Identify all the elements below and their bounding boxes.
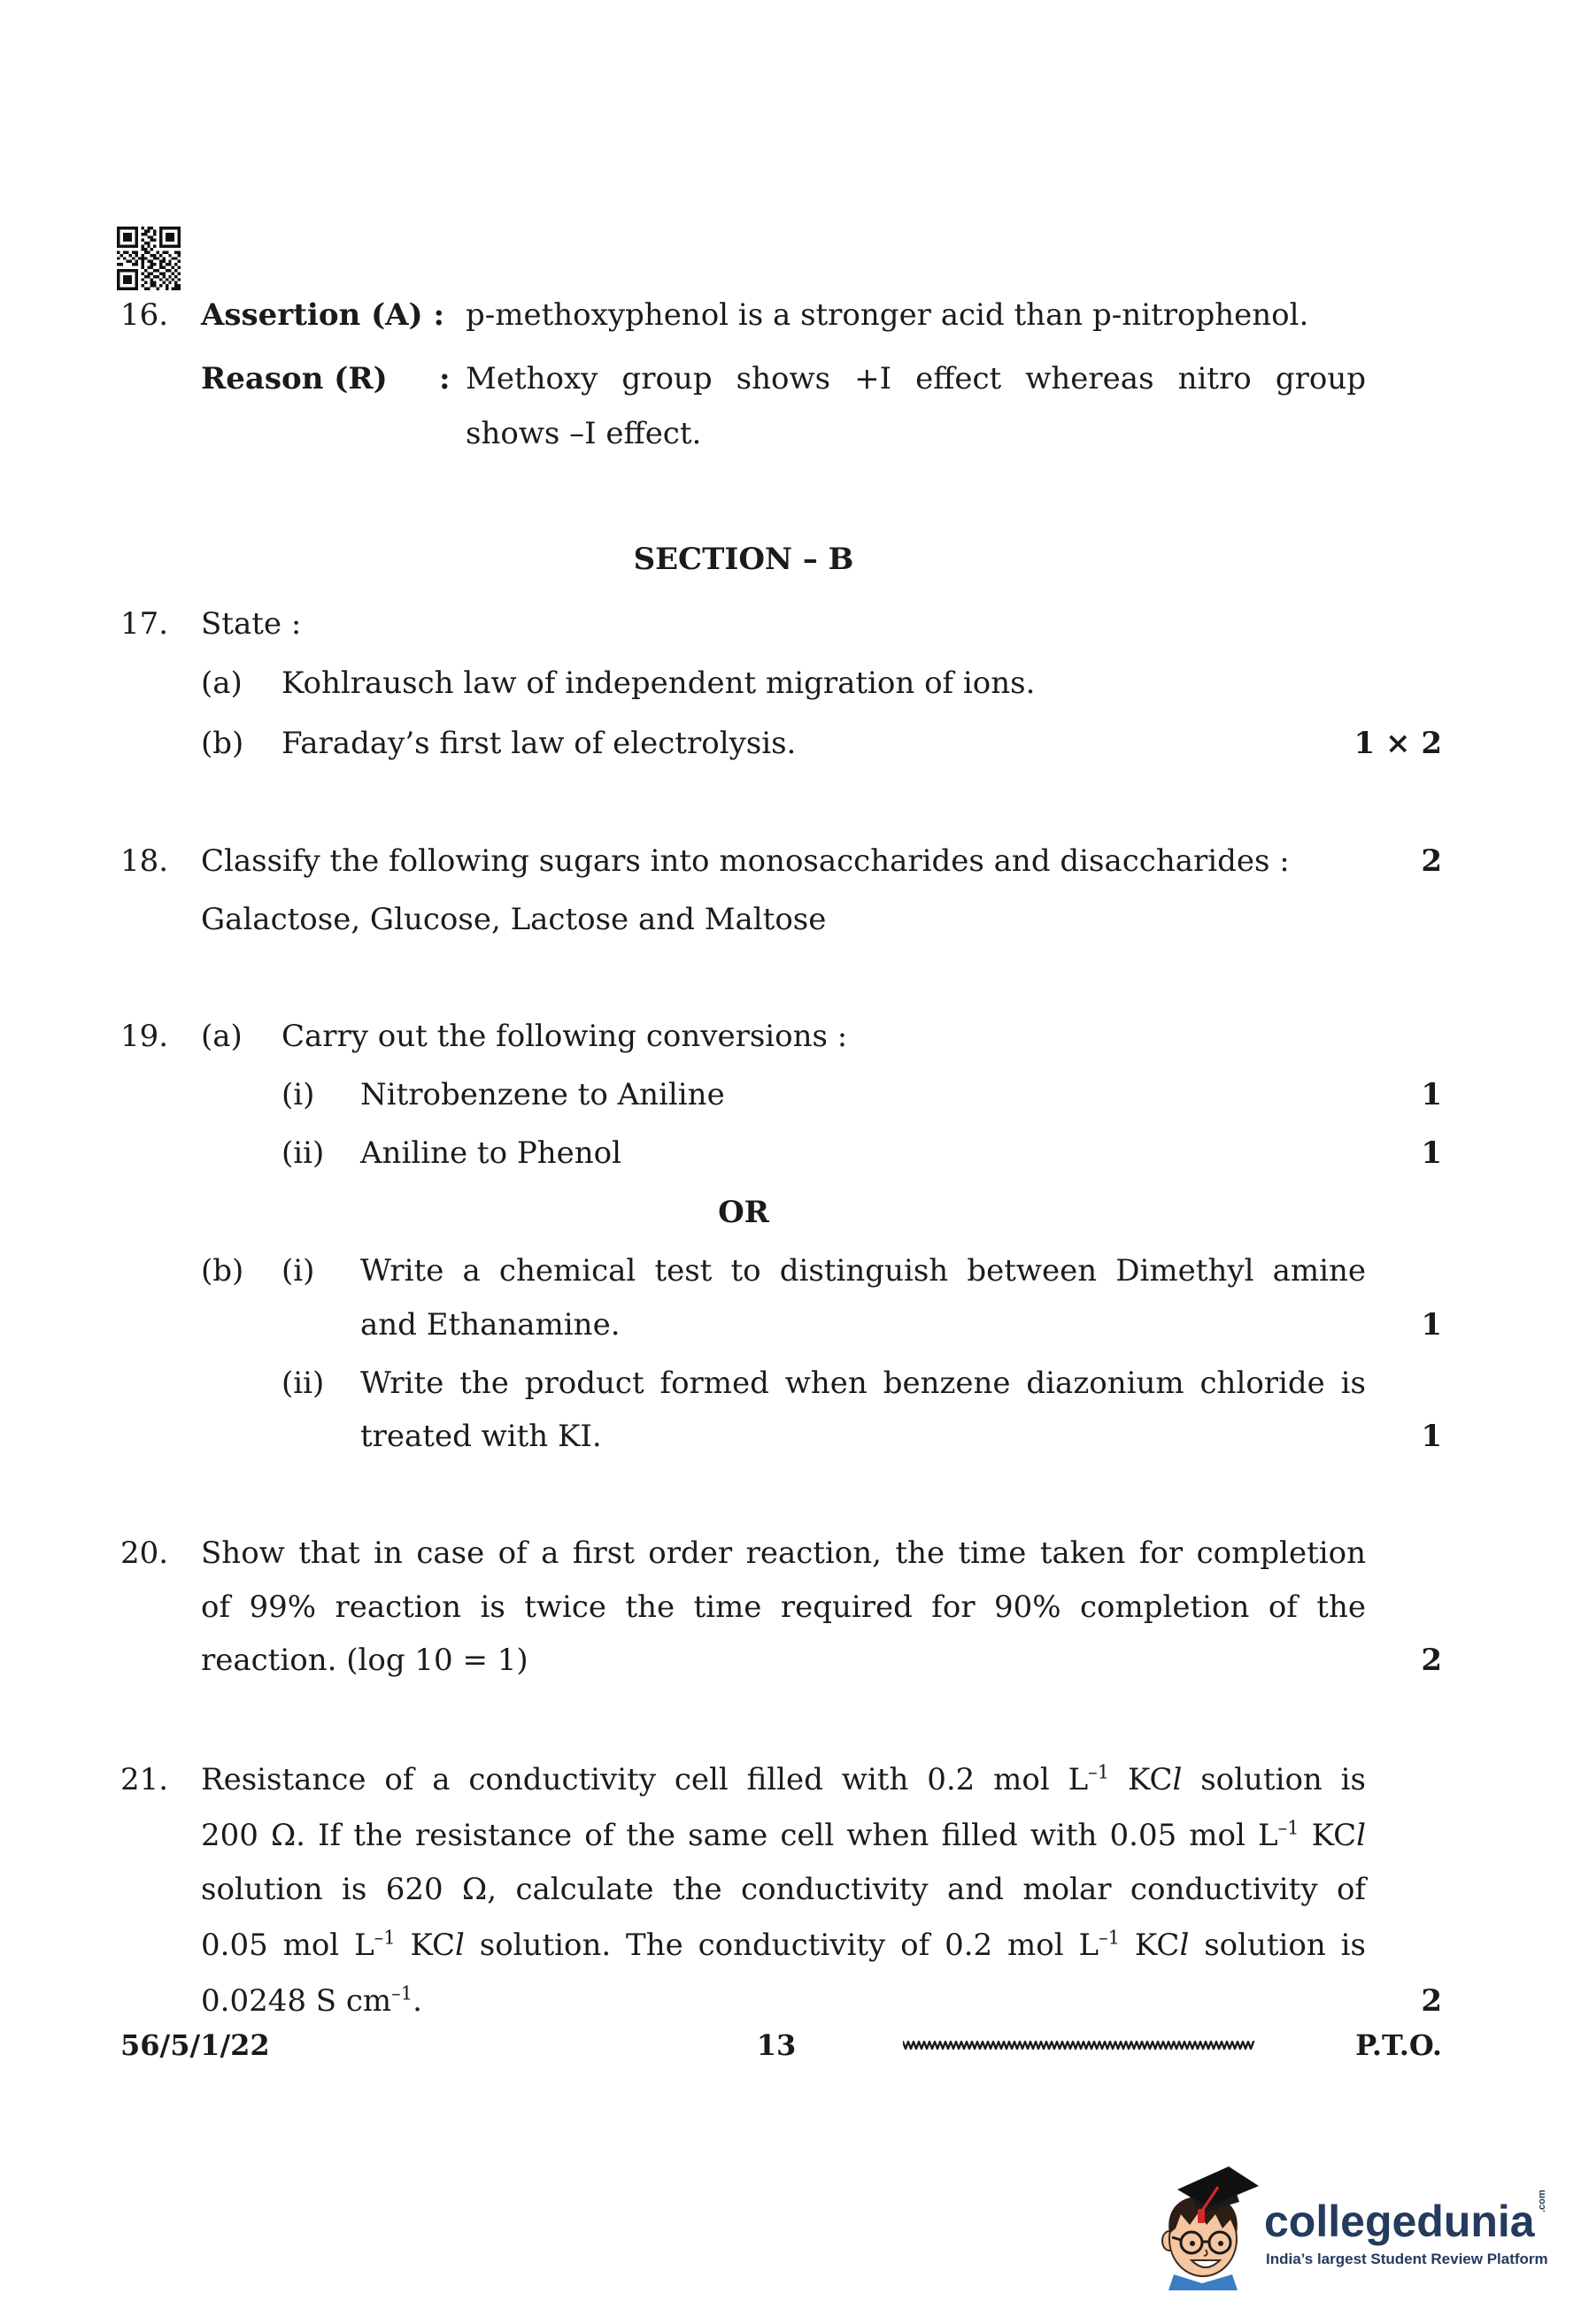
part-label: (a) xyxy=(201,666,243,701)
question-text-line xyxy=(201,1818,1366,1853)
superscript: –1 xyxy=(1088,1760,1110,1783)
subpart-text-line: Write the product formed when benzene diazonium chloride is xyxy=(360,1366,1366,1401)
italic-segment: l xyxy=(1172,1762,1183,1797)
question-number: 17. xyxy=(120,606,169,642)
superscript: –1 xyxy=(374,1926,396,1949)
question-text-line: Classify the following sugars into monosaccharides and disaccharides : xyxy=(201,843,1290,879)
part-label: (b) xyxy=(201,726,244,761)
marks: 1 xyxy=(1421,1307,1442,1343)
text-segment: KC xyxy=(1299,1818,1357,1853)
cap-tassel xyxy=(1198,2209,1205,2223)
student-mascot-icon xyxy=(1147,2158,1261,2290)
superscript: –1 xyxy=(391,1982,413,2005)
text-segment: KC xyxy=(1109,1762,1173,1797)
subpart-label: (ii) xyxy=(281,1366,325,1401)
subpart-text-line: treated with KI. xyxy=(360,1419,602,1454)
part-text: Kohlrausch law of independent migration of ions. xyxy=(281,666,1036,701)
paper-code: 56/5/1/22 xyxy=(120,2028,270,2062)
question-text-line xyxy=(201,1928,1366,1963)
question-stem: State : xyxy=(201,606,302,642)
subpart-label: (ii) xyxy=(281,1135,325,1171)
question-text-line xyxy=(201,1872,1366,1907)
question-number: 18. xyxy=(120,843,169,879)
part-text: Faraday’s first law of electrolysis. xyxy=(281,726,797,761)
question-text-line xyxy=(201,1762,1366,1797)
text-segment: solution is 620 Ω, calculate the conductivity and molar conductivity of xyxy=(201,1872,1366,1907)
marks: 2 xyxy=(1421,1643,1442,1678)
text-segment: . xyxy=(413,1983,422,2019)
subpart-text: Aniline to Phenol xyxy=(360,1135,621,1171)
wavy-line-stroke xyxy=(903,2042,1253,2049)
text-segment: KC xyxy=(395,1928,455,1963)
subpart-text-line: and Ethanamine. xyxy=(360,1307,621,1343)
wavy-line-icon xyxy=(903,2035,1262,2055)
question-number: 16. xyxy=(120,297,169,333)
superscript: –1 xyxy=(1099,1926,1121,1949)
italic-segment: l xyxy=(1179,1928,1190,1963)
question-number: 19. xyxy=(120,1019,169,1054)
superscript: –1 xyxy=(1277,1816,1300,1839)
marks: 2 xyxy=(1421,843,1442,879)
reason-label: Reason (R) xyxy=(201,361,388,396)
question-text-line xyxy=(201,1983,422,2019)
question-text-line: Galactose, Glucose, Lactose and Maltose xyxy=(201,902,827,937)
pto-label: P.T.O. xyxy=(1355,2028,1442,2062)
subpart-text: Nitrobenzene to Aniline xyxy=(360,1077,725,1112)
italic-segment: l xyxy=(455,1928,465,1963)
question-text-line: Show that in case of a first order reaction, the time taken for completion xyxy=(201,1535,1366,1571)
text-segment: KC xyxy=(1120,1928,1180,1963)
text-segment: solution is xyxy=(1189,1928,1367,1963)
brand-tagline: India’s largest Student Review Platform xyxy=(1266,2251,1548,2267)
part-label: (a) xyxy=(201,1019,243,1054)
brand-name: collegedunia xyxy=(1264,2197,1535,2246)
subpart-label: (i) xyxy=(281,1077,315,1112)
marks: 1 × 2 xyxy=(1353,726,1442,761)
assertion-label: Assertion (A) : xyxy=(201,297,445,333)
subpart-label: (i) xyxy=(281,1253,315,1289)
marks: 1 xyxy=(1421,1077,1442,1112)
mascot-eye-left xyxy=(1190,2241,1195,2246)
marks: 2 xyxy=(1421,1983,1442,2019)
page-number: 13 xyxy=(756,2028,797,2062)
text-segment: 0.0248 S cm xyxy=(201,1983,392,2019)
text-segment: solution is xyxy=(1182,1762,1366,1797)
subpart-text-line: Write a chemical test to distinguish between Dimethyl amine xyxy=(360,1253,1366,1289)
text-segment: 200 Ω. If the resistance of the same cell when filled with 0.05 mol L xyxy=(201,1818,1278,1853)
part-stem: Carry out the following conversions : xyxy=(281,1019,848,1054)
reason-text-line: shows –I effect. xyxy=(466,416,702,451)
text-segment: solution. The conductivity of 0.2 mol L xyxy=(464,1928,1099,1963)
mascot-eye-right xyxy=(1218,2241,1223,2246)
assertion-text: p-methoxyphenol is a stronger acid than p-nitrophenol. xyxy=(466,297,1309,333)
text-segment: 0.05 mol L xyxy=(201,1928,374,1963)
or-divider: OR xyxy=(718,1195,769,1230)
part-label: (b) xyxy=(201,1253,244,1289)
marks: 1 xyxy=(1421,1419,1442,1454)
section-title: SECTION – B xyxy=(633,542,854,577)
qr-code-icon xyxy=(117,227,181,290)
text-segment: Resistance of a conductivity cell filled with 0.2 mol L xyxy=(201,1762,1089,1797)
italic-segment: l xyxy=(1356,1818,1366,1853)
question-number: 20. xyxy=(120,1535,169,1571)
marks: 1 xyxy=(1421,1135,1442,1171)
question-number: 21. xyxy=(120,1762,169,1797)
reason-text-line: Methoxy group shows +I effect whereas nitro group xyxy=(466,361,1366,396)
brand-tld: .com xyxy=(1537,2189,1547,2212)
question-text-line: reaction. (log 10 = 1) xyxy=(201,1643,528,1678)
question-text-line: of 99% reaction is twice the time required for 90% completion of the xyxy=(201,1589,1366,1625)
reason-colon: : xyxy=(439,361,451,396)
